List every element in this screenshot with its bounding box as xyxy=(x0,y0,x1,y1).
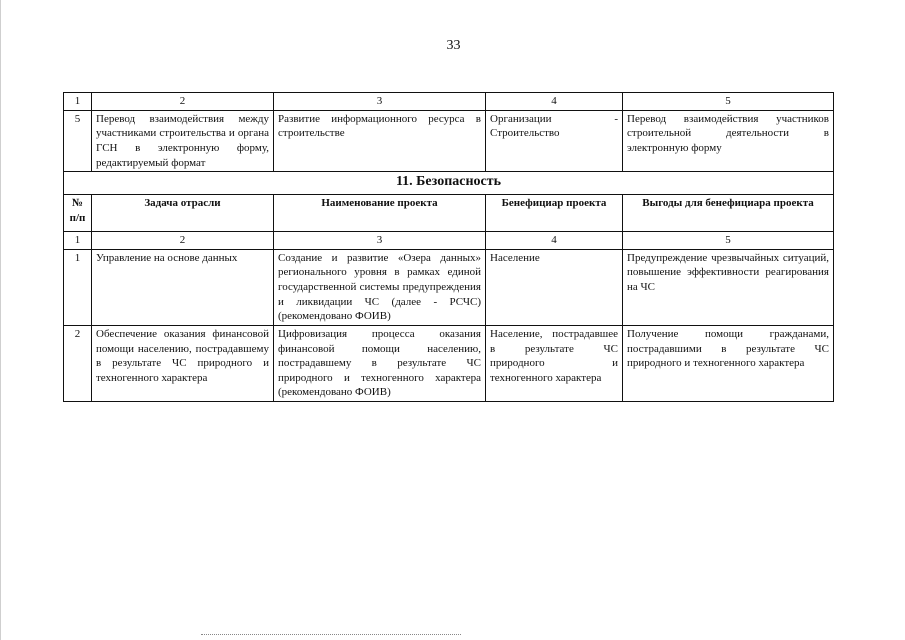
task-cell: Перевод взаимодействия между участниками строительства и органа ГСН в электронную форму, редактируемый формат xyxy=(92,110,274,172)
col-number-2: 2 xyxy=(92,232,274,250)
col-number-4: 4 xyxy=(486,93,623,111)
header-project: Наименование проекта xyxy=(274,195,486,232)
column-number-row xyxy=(64,232,834,250)
task-cell: Управление на основе данных xyxy=(92,249,274,325)
scan-artifact-line xyxy=(201,634,461,636)
column-number-row xyxy=(64,93,834,111)
header-task: Задача отрасли xyxy=(92,195,274,232)
beneficiary-cell: Население, пострадавшее в результате ЧС природного и техногенного характера xyxy=(486,325,623,401)
benefits-cell: Перевод взаимодействия участников строительной деятельности в электронную форму xyxy=(623,110,834,172)
table-row xyxy=(64,325,834,401)
project-cell: Создание и развитие «Озера данных» регионального уровня в рамках единой государственной системы предупреждения и ликвидации ЧС (далее - РСЧС) (рекомендовано ФОИВ) xyxy=(274,249,486,325)
task-cell: Обеспечение оказания финансовой помощи населению, пострадавшему в результате ЧС природного и техногенного характера xyxy=(92,325,274,401)
section-row xyxy=(64,172,834,195)
project-cell: Развитие информационного ресурса в строительстве xyxy=(274,110,486,172)
col-number-3: 3 xyxy=(274,232,486,250)
col-number-1: 1 xyxy=(64,232,92,250)
project-cell: Цифровизация процесса оказания финансовой помощи населению, пострадавшему в результате ЧС природного и техногенного характера (рекомендовано ФОИВ) xyxy=(274,325,486,401)
row-number: 1 xyxy=(64,249,92,325)
header-beneficiary: Бенефициар проекта xyxy=(486,195,623,232)
benefits-cell: Предупреждение чрезвычайных ситуаций, повышение эффективности реагирования на ЧС xyxy=(623,249,834,325)
beneficiary-cell: Население xyxy=(486,249,623,325)
table-row xyxy=(64,110,834,172)
beneficiary-cell: Организации - Строительство xyxy=(486,110,623,172)
header-num: № п/п xyxy=(64,195,92,232)
col-number-1: 1 xyxy=(64,93,92,111)
header-benefits: Выгоды для бенефициара проекта xyxy=(623,195,834,232)
col-number-4: 4 xyxy=(486,232,623,250)
page-number: 33 xyxy=(446,38,461,53)
table-row xyxy=(64,249,834,325)
col-number-2: 2 xyxy=(92,93,274,111)
header-row xyxy=(64,195,834,232)
col-number-3: 3 xyxy=(274,93,486,111)
col-number-5: 5 xyxy=(623,93,834,111)
section-title: 11. Безопасность xyxy=(64,172,834,195)
col-number-5: 5 xyxy=(623,232,834,250)
projects-table xyxy=(63,92,834,402)
benefits-cell: Получение помощи гражданами, пострадавшими в результате ЧС природного и техногенного характера xyxy=(623,325,834,401)
row-number: 5 xyxy=(64,110,92,172)
row-number: 2 xyxy=(64,325,92,401)
